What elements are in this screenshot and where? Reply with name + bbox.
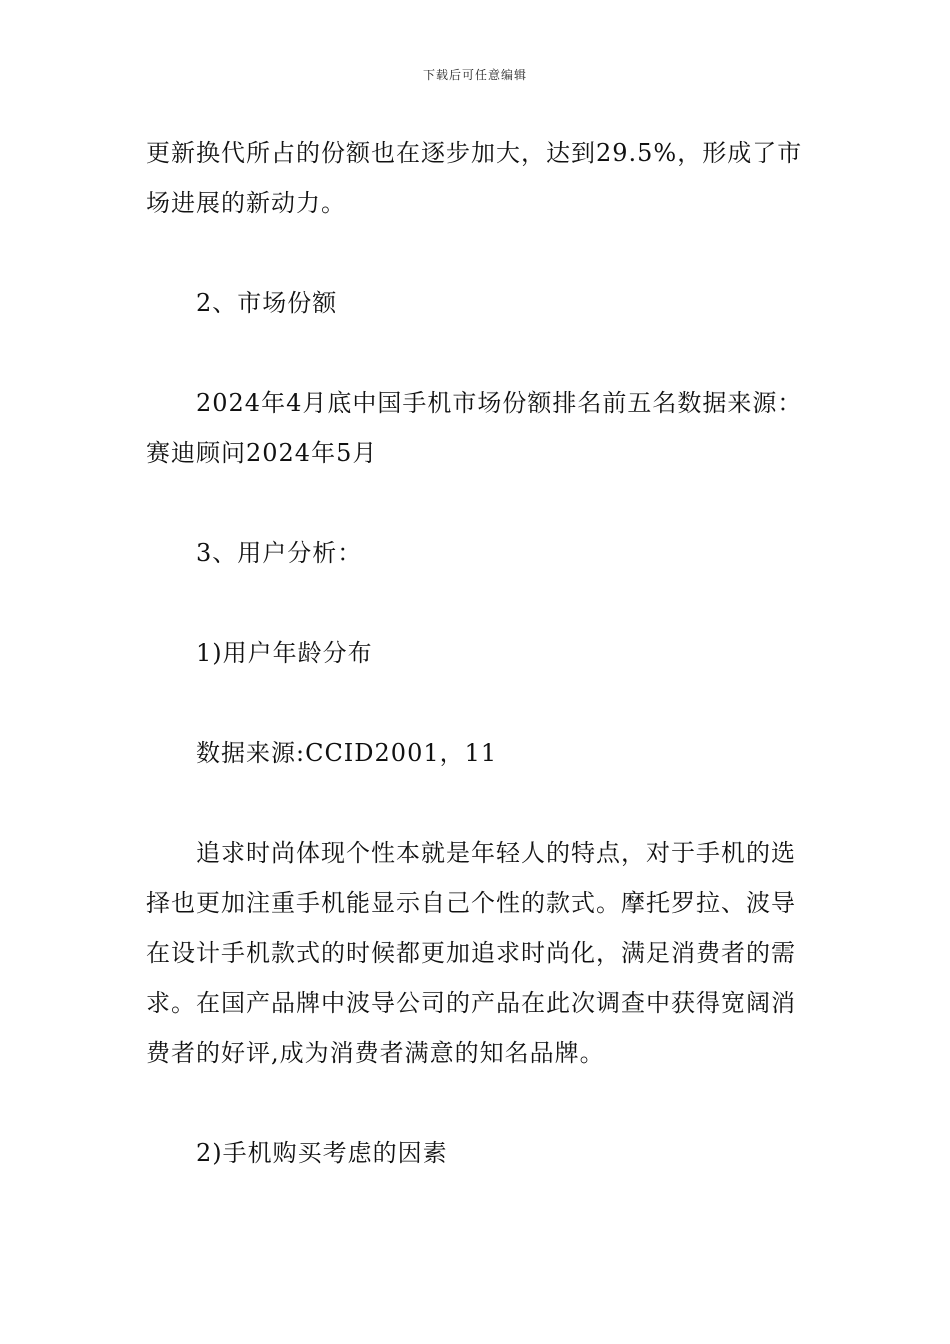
paragraph-continuation: 更新换代所占的份额也在逐步加大，达到29.5%，形成了市场进展的新动力。	[146, 139, 803, 217]
subheading-age-distribution: 1)用户年龄分布	[196, 639, 373, 667]
subheading-purchase-factors: 2)手机购买考虑的因素	[196, 1139, 448, 1167]
data-source-note: 数据来源:CCID2001，11	[196, 739, 498, 767]
section-heading-user-analysis: 3、用户分析：	[196, 539, 363, 567]
header-note: 下载后可任意编辑	[422, 68, 527, 82]
paragraph-user-preference: 追求时尚体现个性本就是年轻人的特点，对于手机的选择也更加注重手机能显示自己个性的款式。摩托罗拉、波导在设计手机款式的时候都更加追求时尚化，满足消费者的需求。在国产品牌中波导公司的产品在此次调查中获得宽阔消费者的好评,成为消费者满意的知名品牌。	[146, 839, 796, 1067]
section-heading-market-share: 2、市场份额	[196, 289, 338, 317]
document-body	[146, 128, 816, 1178]
paragraph-market-share: 2024年4月底中国手机市场份额排名前五名数据来源：赛迪顾问2024年5月	[146, 389, 803, 467]
